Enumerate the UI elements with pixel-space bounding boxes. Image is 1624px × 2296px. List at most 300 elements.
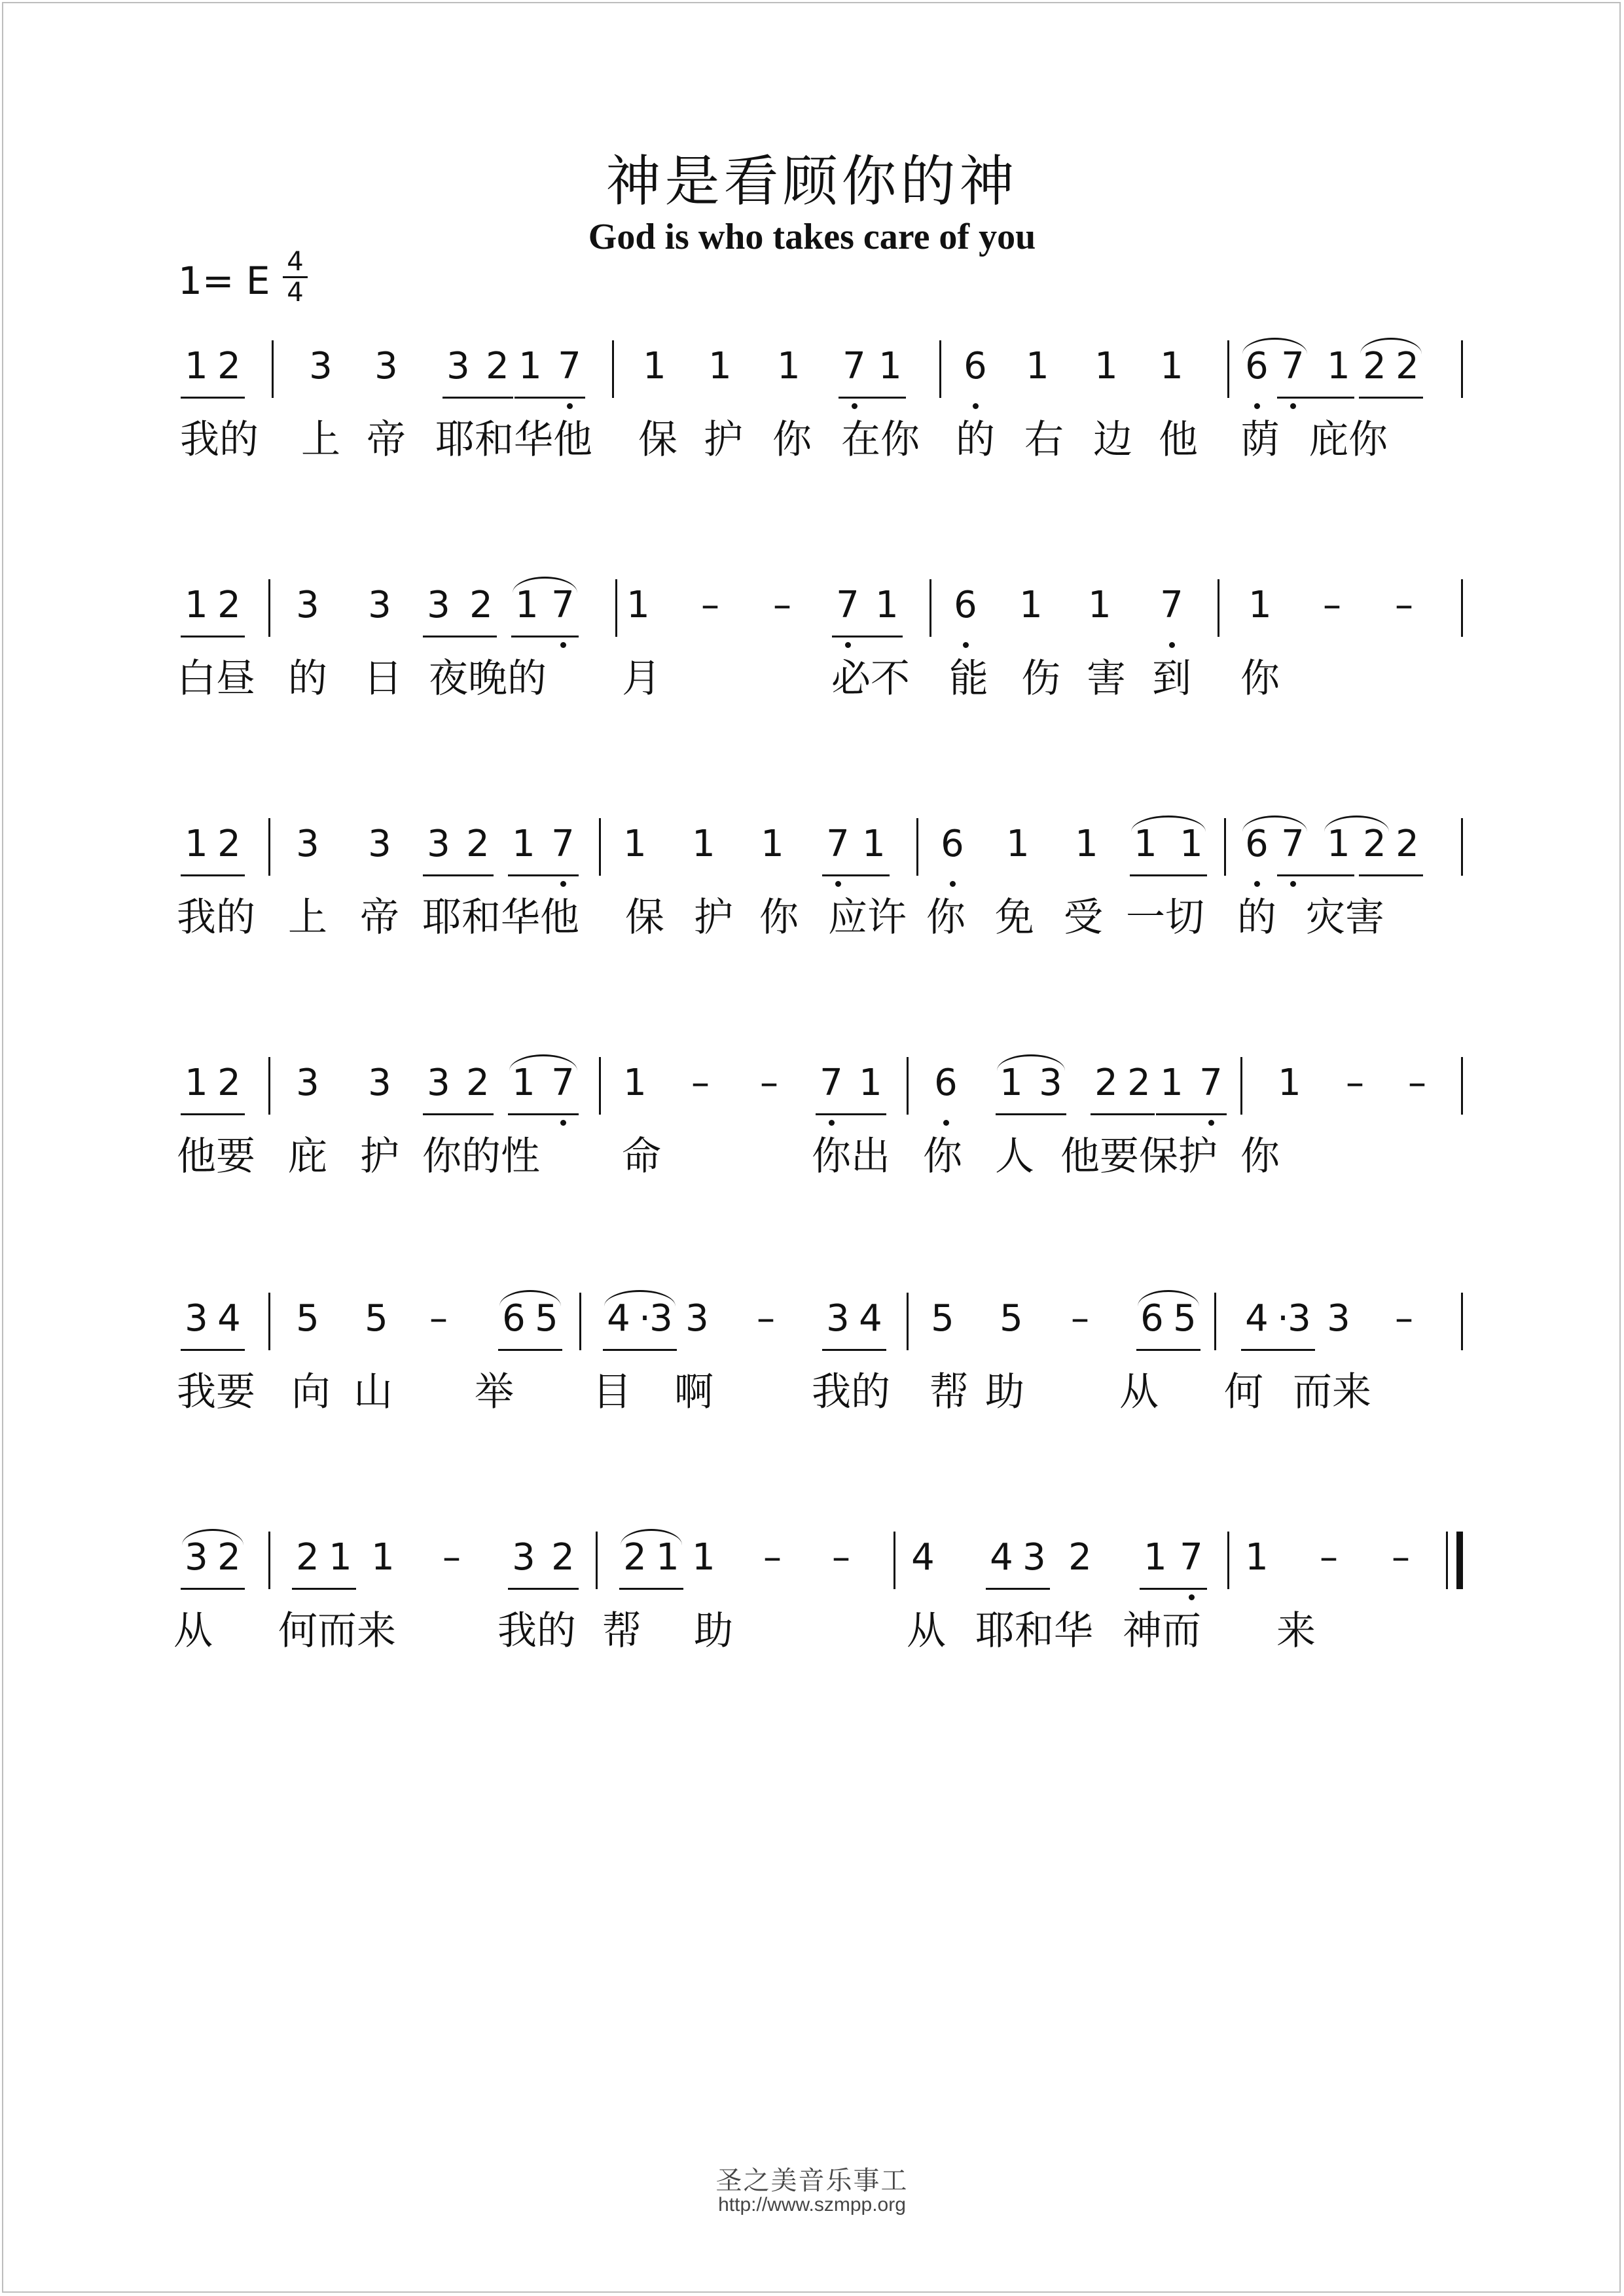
lyric-syllable: 耶和华 <box>975 1608 1093 1654</box>
lyric-syllable: 的 <box>288 656 327 702</box>
octave-dot-below <box>845 642 851 648</box>
note: 6 <box>954 584 977 626</box>
note: 1 <box>1075 823 1098 865</box>
note: – <box>757 1297 775 1340</box>
note: 2 <box>217 1062 241 1104</box>
note: 2 <box>217 1536 241 1579</box>
note: 1 <box>708 345 732 387</box>
beam-underline <box>181 1349 245 1351</box>
lyric-syllable: 荫 <box>1240 417 1280 463</box>
note: – <box>1323 584 1341 626</box>
note: 1 <box>1160 1062 1183 1104</box>
note: – <box>832 1536 850 1579</box>
note: 1 <box>1144 1536 1167 1579</box>
lyric-syllable: 你的性 <box>422 1134 540 1179</box>
note: 2 <box>217 584 241 626</box>
barline <box>599 1057 601 1115</box>
note: 2 <box>1396 823 1419 865</box>
system-1 <box>0 340 1624 537</box>
beam-underline <box>181 397 245 399</box>
note: 3 <box>368 823 391 865</box>
beam-underline <box>839 397 906 399</box>
note: 7 <box>551 1062 575 1104</box>
note: – <box>1071 1297 1089 1340</box>
note: 2 <box>217 823 241 865</box>
note: 1 <box>1006 823 1030 865</box>
note: 2 <box>1396 345 1419 387</box>
lyrics-row <box>0 414 1624 473</box>
barline <box>893 1532 895 1589</box>
note: – <box>442 1536 461 1579</box>
note: 7 <box>1180 1536 1203 1579</box>
lyric-syllable: 护 <box>704 417 743 463</box>
lyric-syllable: 而来 <box>1293 1369 1371 1415</box>
lyric-syllable: 帝 <box>367 417 406 463</box>
lyric-syllable: 举 <box>475 1369 514 1415</box>
barline <box>1461 1293 1463 1350</box>
note: 3 <box>446 345 470 387</box>
beam-underline <box>181 1113 245 1115</box>
note: – <box>1395 1297 1413 1340</box>
octave-dot-below <box>1208 1120 1214 1126</box>
lyric-syllable: 边 <box>1093 417 1132 463</box>
note: 6 <box>1245 345 1269 387</box>
lyric-syllable: 保 <box>638 417 677 463</box>
beam-underline <box>423 874 494 876</box>
beam-underline <box>603 1349 677 1351</box>
barline <box>615 579 617 637</box>
beam-underline <box>1277 874 1354 876</box>
beam-underline <box>1140 1588 1207 1590</box>
note: – <box>1346 1062 1364 1104</box>
note: 4 <box>1245 1297 1269 1340</box>
note: 1 <box>185 823 208 865</box>
note: 1 <box>512 823 535 865</box>
note: 6 <box>934 1062 958 1104</box>
lyric-syllable: 何而来 <box>278 1608 396 1654</box>
barline <box>599 818 601 876</box>
note: 3 <box>427 1062 450 1104</box>
octave-dot-below <box>560 642 566 648</box>
note: 1 <box>761 823 784 865</box>
barline <box>1461 340 1463 398</box>
lyric-syllable: 庇 <box>288 1134 327 1179</box>
note: 2 <box>296 1536 319 1579</box>
lyric-syllable: 能 <box>949 656 988 702</box>
octave-dot-below <box>1254 881 1260 887</box>
note: – <box>1392 1536 1410 1579</box>
lyric-syllable: 他 <box>1159 417 1198 463</box>
lyric-syllable: 灾害 <box>1306 895 1384 941</box>
note: 2 <box>217 345 241 387</box>
note: – <box>691 1062 710 1104</box>
note: 3 <box>309 345 333 387</box>
octave-dot-below <box>829 1120 835 1126</box>
note: 1 <box>329 1536 352 1579</box>
note: 1 <box>626 584 650 626</box>
beam-underline <box>1277 397 1354 399</box>
lyric-syllable: 到 <box>1152 656 1191 702</box>
barline <box>907 1057 909 1115</box>
note: 1 <box>518 345 542 387</box>
lyric-syllable: 耶和华他 <box>435 417 592 463</box>
note: 1 <box>656 1536 679 1579</box>
barline <box>612 340 614 398</box>
note: 1 <box>515 584 539 626</box>
note: 1 <box>1327 823 1350 865</box>
note: 1 <box>1160 345 1183 387</box>
lyric-syllable: 上 <box>288 895 327 941</box>
beam-underline <box>1136 1349 1200 1351</box>
lyric-syllable: 护 <box>694 895 733 941</box>
barline <box>579 1293 581 1350</box>
note: 4 <box>990 1536 1013 1579</box>
lyric-syllable: 山 <box>353 1369 393 1415</box>
barline <box>916 818 918 876</box>
beam-underline <box>822 1349 886 1351</box>
system-2 <box>0 579 1624 776</box>
lyric-syllable: 向 <box>291 1369 331 1415</box>
lyric-syllable: 人 <box>995 1134 1034 1179</box>
note: 3 <box>427 584 450 626</box>
note: 7 <box>558 345 581 387</box>
note: 7 <box>1281 823 1305 865</box>
lyric-syllable: 免 <box>995 895 1034 941</box>
beam-underline <box>996 1113 1066 1115</box>
octave-dot-below <box>1169 642 1175 648</box>
note: 1 <box>185 584 208 626</box>
note: 3 <box>368 584 391 626</box>
note: 1 <box>777 345 801 387</box>
note: 3 <box>685 1297 709 1340</box>
lyric-syllable: 何 <box>1224 1369 1263 1415</box>
note: 1 <box>1327 345 1350 387</box>
lyric-syllable: 上 <box>301 417 340 463</box>
barline <box>1224 818 1226 876</box>
note: 1 <box>862 823 886 865</box>
note: 7 <box>820 1062 843 1104</box>
lyric-syllable: 你 <box>923 1134 962 1179</box>
note: 2 <box>466 823 490 865</box>
note: – <box>760 1062 778 1104</box>
note: 1 <box>185 1062 208 1104</box>
beam-underline <box>423 636 497 637</box>
lyric-syllable: 助 <box>694 1608 733 1654</box>
note: 4 <box>859 1297 882 1340</box>
system-3 <box>0 818 1624 1014</box>
note: 5 <box>365 1297 388 1340</box>
note: 2 <box>486 345 509 387</box>
lyric-syllable: 一切 <box>1126 895 1204 941</box>
note: 6 <box>502 1297 526 1340</box>
note: 5 <box>1173 1297 1197 1340</box>
lyric-syllable: 日 <box>363 656 403 702</box>
beam-underline <box>181 1588 245 1590</box>
octave-dot-below <box>1290 881 1296 887</box>
beam-underline <box>832 636 903 637</box>
beam-underline <box>508 1113 579 1115</box>
lyric-syllable: 保 <box>625 895 664 941</box>
note: 1 <box>1000 1062 1023 1104</box>
beam-underline <box>508 874 579 876</box>
note: 1 <box>692 823 715 865</box>
lyric-syllable: 月 <box>622 656 661 702</box>
note: 3 <box>296 584 319 626</box>
note: 1 <box>1180 823 1203 865</box>
beam-underline <box>181 874 245 876</box>
octave-dot-below <box>560 881 566 887</box>
beam-underline <box>1241 1349 1315 1351</box>
lyric-syllable: 的 <box>1237 895 1276 941</box>
octave-dot-below <box>567 403 573 409</box>
note: · <box>1277 1297 1289 1340</box>
lyric-syllable: 啊 <box>674 1369 713 1415</box>
beam-underline <box>181 636 245 637</box>
note: 1 <box>875 584 899 626</box>
lyric-syllable: 你出 <box>812 1134 890 1179</box>
lyric-syllable: 他要保护 <box>1060 1134 1218 1179</box>
note: 1 <box>643 345 666 387</box>
lyric-syllable: 你 <box>1240 656 1280 702</box>
beam-underline <box>1359 397 1423 399</box>
lyric-syllable: 受 <box>1064 895 1103 941</box>
octave-dot-below <box>950 881 956 887</box>
lyric-syllable: 护 <box>360 1134 399 1179</box>
barline <box>268 818 270 876</box>
note: 1 <box>1019 584 1043 626</box>
note: 2 <box>1363 823 1386 865</box>
lyric-syllable: 在你 <box>841 417 920 463</box>
barline <box>1461 818 1463 876</box>
lyric-syllable: 你 <box>759 895 799 941</box>
lyric-syllable: 的 <box>956 417 995 463</box>
beam-underline <box>619 1588 683 1590</box>
note: 1 <box>1134 823 1157 865</box>
lyric-syllable: 伤 <box>1021 656 1060 702</box>
lyric-syllable: 耶和华他 <box>422 895 579 941</box>
barline <box>1461 579 1463 637</box>
note: 2 <box>469 584 493 626</box>
lyric-syllable: 从 <box>1119 1369 1159 1415</box>
beam-underline <box>1130 874 1207 876</box>
note: 5 <box>535 1297 558 1340</box>
lyric-syllable: 害 <box>1087 656 1126 702</box>
note: 1 <box>1245 1536 1269 1579</box>
note: 7 <box>1160 584 1183 626</box>
beam-underline <box>442 397 513 399</box>
note: 3 <box>296 823 319 865</box>
beam-underline <box>1091 1113 1155 1115</box>
note: 1 <box>623 823 647 865</box>
song-subtitle: God is who takes care of you <box>588 217 1036 257</box>
note: 6 <box>1140 1297 1164 1340</box>
system-4 <box>0 1057 1624 1253</box>
lyric-syllable: 你 <box>1240 1134 1280 1179</box>
note: 7 <box>1281 345 1305 387</box>
lyric-syllable: 命 <box>622 1134 661 1179</box>
note: 7 <box>842 345 866 387</box>
lyric-syllable: 应许 <box>828 895 907 941</box>
octave-dot-below <box>943 1120 949 1126</box>
note: 6 <box>1245 823 1269 865</box>
note: 4 <box>911 1536 935 1579</box>
note: 2 <box>1363 345 1386 387</box>
lyric-syllable: 你 <box>926 895 965 941</box>
lyrics-row <box>0 891 1624 950</box>
beam-underline <box>498 1349 562 1351</box>
barline <box>929 579 931 637</box>
note: 1 <box>859 1062 882 1104</box>
note: 4 <box>607 1297 630 1340</box>
beam-underline <box>986 1588 1050 1590</box>
octave-dot-below <box>963 642 969 648</box>
note: 1 <box>623 1062 647 1104</box>
lyric-syllable: 夜晚的 <box>429 656 547 702</box>
barline <box>1218 579 1219 637</box>
note: 1 <box>1026 345 1049 387</box>
lyrics-row <box>0 653 1624 711</box>
beam-underline <box>292 1588 356 1590</box>
lyric-syllable: 目 <box>592 1369 632 1415</box>
lyric-syllable: 我的 <box>812 1369 890 1415</box>
lyric-syllable: 我要 <box>177 1369 255 1415</box>
lyrics-row <box>0 1366 1624 1425</box>
barline <box>1461 1057 1463 1115</box>
lyric-syllable: 他要 <box>177 1134 255 1179</box>
note: 3 <box>649 1297 673 1340</box>
lyric-syllable: 来 <box>1276 1608 1316 1654</box>
barline <box>907 1293 909 1350</box>
octave-dot-below <box>852 403 857 409</box>
barline <box>596 1532 598 1589</box>
lyric-syllable: 我的 <box>180 417 259 463</box>
note: 1 <box>692 1536 715 1579</box>
system-6 <box>0 1532 1624 1728</box>
note: 3 <box>296 1062 319 1104</box>
note: 2 <box>466 1062 490 1104</box>
note: 3 <box>1039 1062 1062 1104</box>
note: 1 <box>1278 1062 1301 1104</box>
lyric-syllable: 庇你 <box>1309 417 1388 463</box>
barline <box>1214 1293 1216 1350</box>
note: 2 <box>1127 1062 1151 1104</box>
beam-underline <box>1156 1113 1227 1115</box>
lyric-syllable: 从 <box>907 1608 946 1654</box>
lyric-syllable: 帝 <box>360 895 399 941</box>
lyric-syllable: 从 <box>173 1608 213 1654</box>
footer-publisher: 圣之美音乐事工 <box>715 2166 909 2196</box>
note: 2 <box>551 1536 575 1579</box>
note: · <box>639 1297 651 1340</box>
note: 5 <box>931 1297 954 1340</box>
barline <box>1227 1532 1229 1589</box>
note: 6 <box>964 345 987 387</box>
barline <box>272 340 274 398</box>
note: 1 <box>1248 584 1272 626</box>
note: 5 <box>296 1297 319 1340</box>
note: 1 <box>1088 584 1111 626</box>
barline <box>1240 1057 1242 1115</box>
final-barline <box>1456 1532 1463 1589</box>
note: – <box>773 584 791 626</box>
note: 2 <box>1094 1062 1118 1104</box>
barline <box>939 340 941 398</box>
system-5 <box>0 1293 1624 1489</box>
lyric-syllable: 帮 <box>929 1369 969 1415</box>
note: 2 <box>1068 1536 1092 1579</box>
beam-underline <box>1359 874 1423 876</box>
note: 7 <box>551 823 575 865</box>
beam-underline <box>822 874 890 876</box>
lyric-syllable: 必不 <box>831 656 910 702</box>
lyric-syllable: 帮 <box>602 1608 641 1654</box>
lyric-syllable: 你 <box>772 417 812 463</box>
lyric-syllable: 我的 <box>497 1608 576 1654</box>
note: 3 <box>512 1536 535 1579</box>
barline <box>1227 340 1229 398</box>
lyric-syllable: 神而 <box>1123 1608 1201 1654</box>
octave-dot-below <box>973 403 979 409</box>
note: 7 <box>551 584 575 626</box>
note: 1 <box>1094 345 1118 387</box>
note: – <box>1395 584 1413 626</box>
note: 1 <box>512 1062 535 1104</box>
note: – <box>701 584 719 626</box>
note: – <box>1408 1062 1426 1104</box>
note: 3 <box>185 1536 208 1579</box>
time-signature-bottom: 4 <box>287 278 304 308</box>
beam-underline <box>816 1113 886 1115</box>
note: 5 <box>1000 1297 1023 1340</box>
song-title: 神是看顾你的神 <box>605 149 1019 213</box>
barline <box>268 1057 270 1115</box>
beam-underline <box>514 397 585 399</box>
note: 7 <box>1199 1062 1223 1104</box>
lyrics-row <box>0 1605 1624 1664</box>
note: 7 <box>836 584 859 626</box>
note: 6 <box>941 823 964 865</box>
octave-dot-below <box>560 1120 566 1126</box>
note: 7 <box>826 823 850 865</box>
note: 1 <box>371 1536 395 1579</box>
footer-url: http://www.szmpp.org <box>718 2194 906 2215</box>
barline <box>268 579 270 637</box>
time-signature-top: 4 <box>287 247 304 277</box>
barline <box>1446 1532 1448 1589</box>
barline <box>268 1532 270 1589</box>
note: 4 <box>217 1297 241 1340</box>
beam-underline <box>508 1588 579 1590</box>
note: 3 <box>427 823 450 865</box>
note: 3 <box>1288 1297 1311 1340</box>
octave-dot-below <box>1254 403 1260 409</box>
octave-dot-below <box>1290 403 1296 409</box>
note: 1 <box>185 345 208 387</box>
lyric-syllable: 右 <box>1024 417 1064 463</box>
note: 3 <box>368 1062 391 1104</box>
octave-dot-below <box>835 881 841 887</box>
time-signature <box>280 249 310 306</box>
key-signature: 1= E <box>178 259 270 303</box>
note: 3 <box>185 1297 208 1340</box>
octave-dot-below <box>1189 1594 1195 1600</box>
note: – <box>763 1536 782 1579</box>
lyrics-row <box>0 1130 1624 1189</box>
note: 3 <box>826 1297 850 1340</box>
note: – <box>1320 1536 1338 1579</box>
lyric-syllable: 助 <box>985 1369 1024 1415</box>
note: 2 <box>623 1536 647 1579</box>
